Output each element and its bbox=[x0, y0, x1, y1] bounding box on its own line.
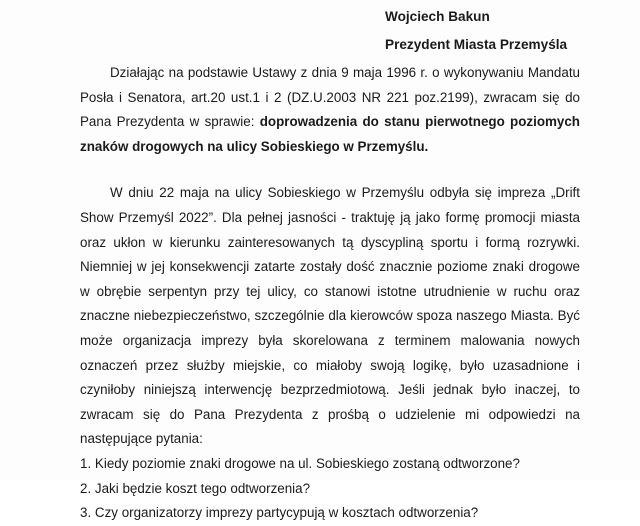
addressee-block bbox=[385, 3, 567, 59]
question-number: 3. bbox=[80, 505, 92, 521]
paragraph-event-description: W dniu 22 maja na ulicy Sobieskiego w Przemyślu odbyła się impreza „Drift Show Przemyśl 2022”. Dla pełnej jasności - traktuję ją jako formę promocji miasta oraz ukłon w kierunku zainteresowanych tą dyscypliną sportu i formą rozrywki. Niemniej w jej konsekwencji zatarte zostały dość znacznie poziome znaki drogowe w obrębie serpentyn przy tej ulicy, co stanowi istotne utrudnienie w ruchu oraz znaczne niebezpieczeństwo, szczególnie dla kierowców spoza naszego Miasta. Być może organizacja imprezy była skorelowana z terminem malowania nowych oznaczeń przez służby miejskie, co miałoby swoją logikę, było uzasadnione i czyniłoby niniejszą interwencję bezprzedmiotową. Jeśli jednak było inaczej, to zwracam się do Pana Prezydenta z prośbą o udzielenie mi odpowiedzi na następujące pytania: bbox=[80, 185, 580, 447]
questions-list bbox=[80, 452, 580, 526]
letter-body bbox=[80, 61, 580, 526]
question-text: Jaki będzie koszt tego odtworzenia? bbox=[94, 480, 311, 496]
paragraph-legal-basis bbox=[80, 61, 580, 159]
list-item bbox=[80, 501, 580, 526]
list-item bbox=[80, 477, 580, 502]
list-item bbox=[80, 452, 580, 477]
paragraph-subject: doprowadzenia do stanu pierwotnego poziomych znaków drogowych na ulicy Sobieskiego w Przemyślu. bbox=[80, 114, 580, 154]
question-text: Czy organizatorzy imprezy partycypują w kosztach odtworzenia? bbox=[94, 505, 479, 521]
addressee-name: Wojciech Bakun bbox=[385, 9, 490, 24]
paragraph-legal-basis-text: Działając na podstawie Ustawy z dnia 9 maja 1996 r. o wykonywaniu Mandatu Posła i Senatora, art.20 ust.1 i 2 (DZ.U.2003 NR 221 poz.2199), zwracam się do Pana Prezydenta w sprawie: bbox=[80, 65, 580, 130]
question-number: 1. bbox=[80, 455, 92, 471]
question-text: Kiedy poziomie znaki drogowe na ul. Sobieskiego zostaną odtworzone? bbox=[94, 455, 520, 471]
question-number: 2. bbox=[80, 480, 92, 496]
addressee-title: Prezydent Miasta Przemyśla bbox=[385, 37, 568, 52]
